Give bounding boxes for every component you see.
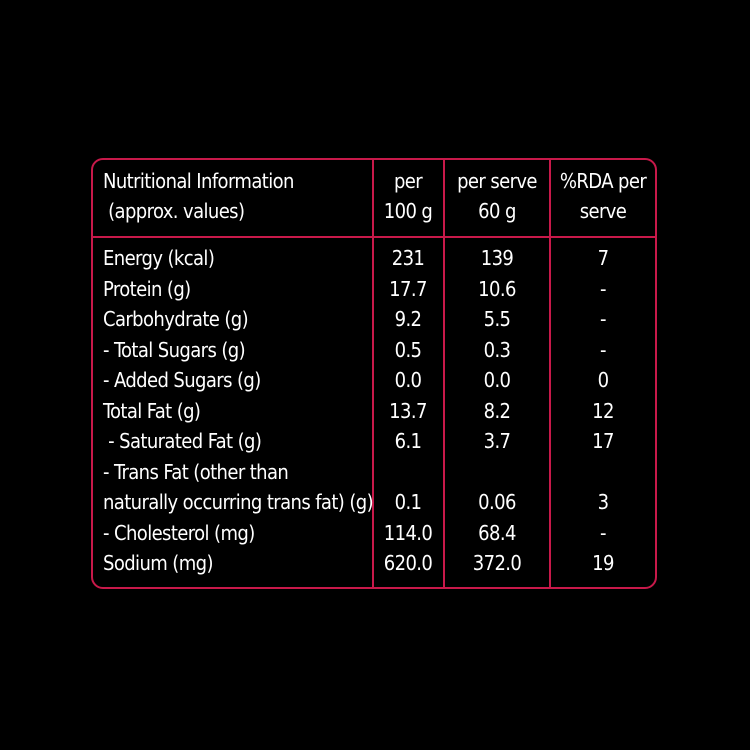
nutrition-table: [91, 158, 657, 589]
per-100g-value: 9.2: [394, 307, 422, 331]
per-100g-value: 231: [391, 246, 425, 270]
per-serve-value: 0.3: [483, 337, 511, 362]
header-per-100g-line2: 100 g: [383, 199, 433, 223]
rda-value: 19: [592, 551, 614, 575]
nutrient-name: - Added Sugars (g): [103, 368, 261, 392]
per-serve-value: 0.06: [478, 490, 516, 514]
rda-value: -: [600, 307, 606, 331]
per-100g-value: 13.7: [389, 398, 427, 423]
header-divider: [93, 236, 655, 238]
rda-value: -: [600, 520, 606, 545]
nutrient-name: naturally occurring trans fat) (g): [103, 490, 374, 514]
rda-value: 7: [597, 246, 609, 270]
header-per-100g-line1: per: [393, 169, 423, 193]
nutrient-name: Carbohydrate (g): [103, 307, 249, 331]
rda-value: 0: [597, 368, 609, 392]
nutrient-name: Sodium (mg): [103, 551, 213, 575]
nutrient-name: - Trans Fat (other than: [103, 459, 289, 484]
rda-value: 3: [597, 490, 609, 514]
nutrient-name: Energy (kcal): [103, 246, 215, 270]
rda-value: -: [600, 276, 606, 301]
per-serve-value: 372.0: [472, 551, 522, 575]
per-100g-value: 6.1: [394, 429, 422, 453]
nutrient-name: - Saturated Fat (g): [103, 429, 262, 453]
header-per-serve-line1: per serve: [457, 169, 537, 193]
nutrient-name: - Total Sugars (g): [103, 337, 246, 362]
rda-value: -: [600, 337, 606, 362]
rda-value: 17: [592, 429, 614, 453]
per-100g-value: 114.0: [383, 520, 433, 545]
rda-value: 12: [592, 398, 614, 423]
per-100g-value: 0.1: [394, 490, 422, 514]
per-serve-value: 0.0: [483, 368, 511, 392]
per-100g-value: 17.7: [389, 276, 427, 301]
per-serve-value: 3.7: [483, 429, 511, 453]
header-nutrition-title: Nutritional Information: [103, 169, 294, 193]
nutrient-name: Total Fat (g): [103, 398, 201, 423]
header-rda-line1: %RDA per: [559, 169, 647, 193]
header-per-serve-line2: 60 g: [478, 199, 516, 223]
per-serve-value: 139: [480, 246, 514, 270]
per-100g-value: 0.5: [394, 337, 422, 362]
per-serve-value: 68.4: [478, 520, 516, 545]
per-serve-value: 5.5: [483, 307, 511, 331]
header-approx-values: (approx. values): [103, 199, 245, 223]
nutrient-name: Protein (g): [103, 276, 191, 301]
nutrient-name: - Cholesterol (mg): [103, 520, 255, 545]
per-serve-value: 10.6: [478, 276, 516, 301]
per-serve-value: 8.2: [483, 398, 511, 423]
per-100g-value: 620.0: [383, 551, 433, 575]
per-100g-value: 0.0: [394, 368, 422, 392]
header-rda-line2: serve: [579, 199, 627, 223]
